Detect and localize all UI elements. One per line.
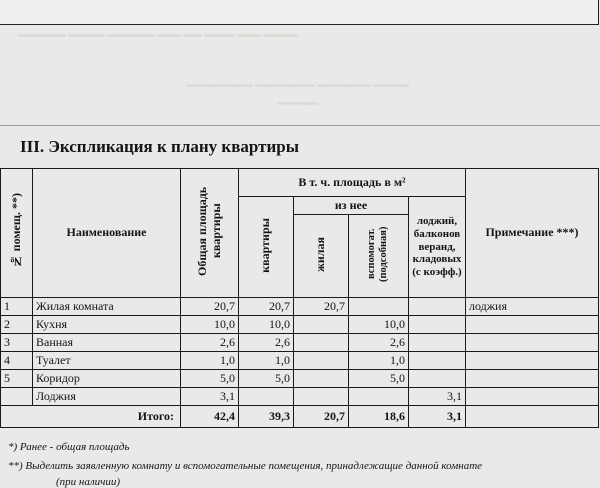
cell-note <box>466 352 599 370</box>
totals-label: Итого: <box>1 406 181 428</box>
explication-table-wrapper <box>0 168 600 430</box>
header-name <box>33 169 181 298</box>
cell-living: 20,7 <box>294 298 349 316</box>
cell-no <box>1 388 33 406</box>
header-auxiliary <box>349 215 409 298</box>
cell-loggia: 3,1 <box>409 388 466 406</box>
cell-note <box>466 370 599 388</box>
section-divider <box>0 125 600 126</box>
header-loggias <box>409 197 466 298</box>
header-room-no-text: № помещ. **) <box>8 193 23 269</box>
cell-apt: 20,7 <box>239 298 294 316</box>
cell-name: Ванная <box>33 334 181 352</box>
totals-total: 42,4 <box>181 406 239 428</box>
cell-total: 3,1 <box>181 388 239 406</box>
header-apartments-text: квартиры <box>258 217 273 273</box>
header-living-text: жилая <box>313 236 328 272</box>
cell-apt: 10,0 <box>239 316 294 334</box>
cell-no: 5 <box>1 370 33 388</box>
bleed-through-text: ~~~~~~~~ ~~~~~~ ~~~~~~~~ ~~~~ ~~~ ~~~~~ ~~~~ ~~~~~~ <box>18 30 300 42</box>
totals-aux: 18,6 <box>349 406 409 428</box>
cell-aux: 10,0 <box>349 316 409 334</box>
cell-total: 1,0 <box>181 352 239 370</box>
cell-no: 1 <box>1 298 33 316</box>
totals-loggia: 3,1 <box>409 406 466 428</box>
cell-apt: 5,0 <box>239 370 294 388</box>
header-of-which-text: из нее <box>334 197 368 212</box>
totals-living: 20,7 <box>294 406 349 428</box>
cell-living <box>294 352 349 370</box>
cell-no: 2 <box>1 316 33 334</box>
header-total-area-text: Общая площадь квартиры <box>194 186 223 276</box>
bleed-through-text: ~~~~~~~ <box>277 98 319 110</box>
cell-loggia <box>409 298 466 316</box>
totals-note <box>466 406 599 428</box>
cell-living <box>294 370 349 388</box>
totals-row <box>1 406 599 428</box>
cell-no: 3 <box>1 334 33 352</box>
cell-no: 4 <box>1 352 33 370</box>
footnote-1: *) Ранее - общая площадь <box>8 441 130 453</box>
cell-loggia <box>409 334 466 352</box>
header-of-which <box>294 197 409 215</box>
cell-name: Кухня <box>33 316 181 334</box>
cell-name: Коридор <box>33 370 181 388</box>
cell-living <box>294 388 349 406</box>
bleed-through-text: ~~~~~~~~~~~ ~~~~~~~~~~ ~~~~~~~~~ ~~~~~~ <box>186 80 410 92</box>
cell-note <box>466 334 599 352</box>
cell-aux <box>349 298 409 316</box>
header-incl-area-text: В т. ч. площадь в м² <box>298 174 406 189</box>
cell-apt <box>239 388 294 406</box>
cell-loggia <box>409 370 466 388</box>
cell-living <box>294 316 349 334</box>
section-title: III. Экспликация к плану квартиры <box>20 137 299 156</box>
header-total-area <box>181 169 239 298</box>
cell-note: лоджия <box>466 298 599 316</box>
cell-aux <box>349 388 409 406</box>
cell-note <box>466 388 599 406</box>
cell-apt: 1,0 <box>239 352 294 370</box>
table-row <box>1 388 599 406</box>
previous-section-box <box>0 0 599 25</box>
cell-name: Лоджия <box>33 388 181 406</box>
header-living <box>294 215 349 298</box>
cell-note <box>466 316 599 334</box>
table-row <box>1 298 599 316</box>
cell-name: Жилая комната <box>33 298 181 316</box>
cell-total: 20,7 <box>181 298 239 316</box>
cell-loggia <box>409 316 466 334</box>
header-apartments <box>239 197 294 298</box>
table-row <box>1 352 599 370</box>
cell-name: Туалет <box>33 352 181 370</box>
header-note <box>466 169 599 298</box>
cell-aux: 2,6 <box>349 334 409 352</box>
header-name-text: Наименование <box>66 225 147 240</box>
header-loggias-text: лоджий, балконов веранд, кладовых (с коэфф.) <box>412 215 462 278</box>
footnote-3: (при наличии) <box>56 476 121 488</box>
cell-total: 10,0 <box>181 316 239 334</box>
table-row <box>1 370 599 388</box>
header-auxiliary-text: вспомогат. (подсобная) <box>366 226 390 282</box>
cell-aux: 5,0 <box>349 370 409 388</box>
header-room-no <box>1 169 33 298</box>
cell-total: 2,6 <box>181 334 239 352</box>
cell-aux: 1,0 <box>349 352 409 370</box>
table-row <box>1 316 599 334</box>
table-row <box>1 334 599 352</box>
footnote-2: **) Выделить заявленную комнату и вспомогательные помещения, принадлежащие данной комнате <box>8 460 483 472</box>
cell-total: 5,0 <box>181 370 239 388</box>
cell-living <box>294 334 349 352</box>
cell-apt: 2,6 <box>239 334 294 352</box>
cell-loggia <box>409 352 466 370</box>
header-incl-area <box>239 169 466 197</box>
totals-apt: 39,3 <box>239 406 294 428</box>
explication-table <box>0 168 599 428</box>
header-note-text: Примечание ***) <box>485 225 579 240</box>
